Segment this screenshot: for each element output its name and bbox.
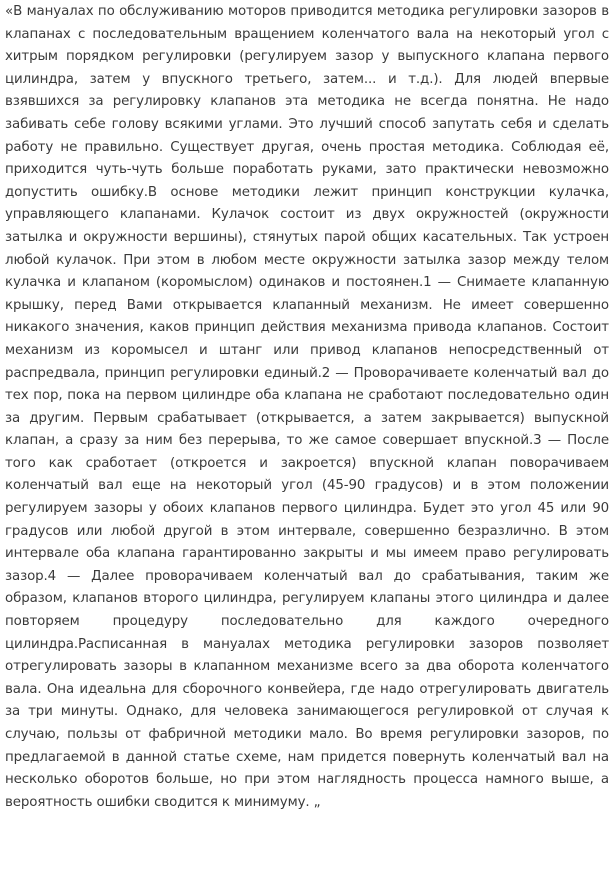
article-paragraph: «В мануалах по обслуживанию моторов приводится методика регулировки зазоров в клапанах с последовательным вращением коленчатого вала на некоторый угол с хитрым порядком регулировки (регулируем зазор у выпускного клапана первого цилиндра, затем у впускного третьего, затем... и т.д.). Для людей впервые взявшихся за регулировку клапанов эта методика не всегда понятна. Не надо забивать себе голову всякими углами. Это лучший способ запутать себя и сделать работу не правильно. Существует другая, очень простая методика. Соблюдая её, приходится чуть-чуть больше поработать руками, зато практически невозможно допустить ошибку.В основе методики лежит принцип конструкции кулачка, управляющего клапанами. Кулачок состоит из двух окружностей (окружности затылка и окружности вершины), стянутых парой общих касательных. Так устроен любой кулачок. При этом в любом месте окружности затылка зазор между телом кулачка и клапаном (коромыслом) одинаков и постоянен.1 — Снимаете клапанную крышку, перед Вами открывается клапанный механизм. Не имеет совершенно никакого значения, каков принцип действия механизма привода клапанов. Состоит механизм из коромысел и штанг или привод клапанов непосредственный от распредвала, принцип регулировки единый.2 — Проворачиваете коленчатый вал до тех пор, пока на первом цилиндре оба клапана не сработают последовательно один за другим. Первым срабатывает (открывается, а затем закрывается) выпускной клапан, а сразу за ним без перерыва, то же самое совершает впускной.3 — После того как сработает (откроется и закроется) впускной клапан поворачиваем коленчатый вал еще на некоторый угол (45-90 градусов) и в этом положении регулируем зазоры у обоих клапанов первого цилиндра. Будет это угол 45 или 90 градусов или любой другой в этом интервале, совершенно безразлично. В этом интервале оба клапана гарантированно закрыты и мы имеем право регулировать зазор.4 — Далее проворачиваем коленчатый вал до срабатывания, таким же образом, клапанов второго цилиндра, регулируем клапаны этого цилиндра и далее повторяем процедуру последовательно для каждого очередного цилиндра.Расписанная в мануалах методика регулировки зазоров позволяет отрегулировать зазоры в клапанном механизме всего за два оборота коленчатого вала. Она идеальна для сборочного конвейера, где надо отрегулировать двигатель за три минуты. Однако, для человека занимающегося регулировкой от случая к случаю, пользы от фабричной методики мало. Во время регулировки зазоров, по предлагаемой в данной статье схеме, нам придется повернуть коленчатый вал на несколько оборотов больше, но при этом наглядность процесса намного выше, а вероятность ошибки сводится к минимуму. „: [5, 4, 609, 810]
